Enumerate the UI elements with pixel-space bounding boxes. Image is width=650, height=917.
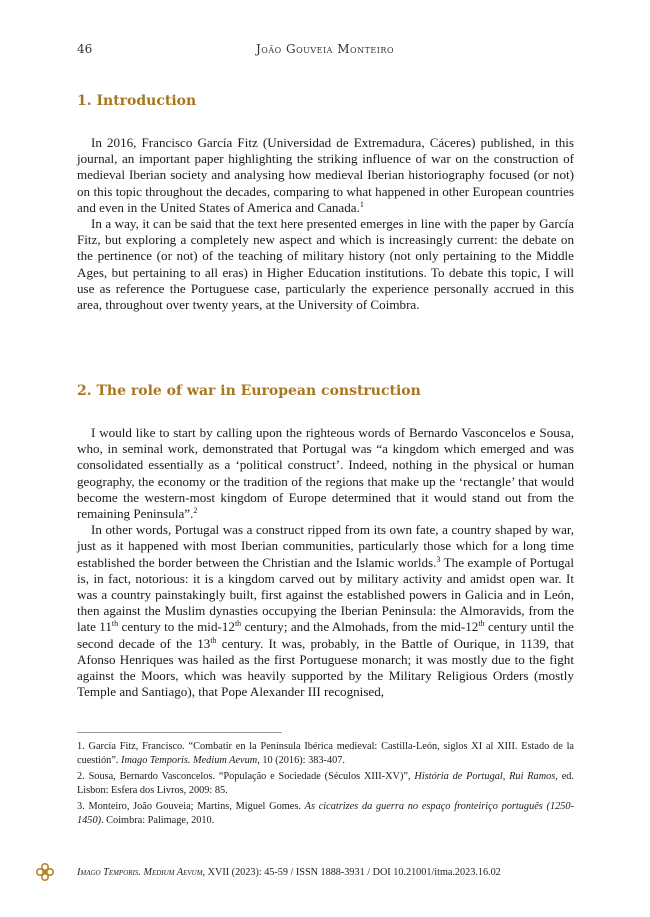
journal-name: Imago Temporis. Medium Aevum — [77, 867, 203, 878]
footnote-marker[interactable]: 2 — [193, 506, 198, 516]
footnote — [77, 740, 574, 767]
footnote-text: Sousa, Bernardo Vasconcelos. “População e Sociedade (Séculos XIII-XV)”, — [88, 771, 411, 783]
footnote-number: 2. — [77, 771, 85, 783]
footnote-text: García Fitz, Francisco. “Combatir en la Península Ibérica medieval: Castilla-León, siglos XI al XIII. Estado de la cuestión”. — [77, 741, 575, 766]
footnote-text: , 10 (2016): 383-407. — [257, 754, 345, 766]
footnote — [77, 800, 574, 827]
ordinal-suffix: th — [478, 619, 485, 629]
paragraph-text: century until the second decade of the 13 — [77, 619, 574, 651]
journal-footer — [77, 867, 501, 878]
footnote-marker[interactable]: 3 — [436, 554, 441, 564]
footnote-text: Monteiro, João Gouveia; Martins, Miguel Gomes. — [88, 801, 301, 813]
section-role-of-war-body — [77, 425, 574, 700]
paragraph — [77, 135, 574, 216]
footnote-title: As cicatrizes da guerra no espaço fronteiriço português (1250-1450) — [77, 801, 575, 826]
paragraph — [77, 522, 574, 700]
section-heading-role-of-war: 2. The role of war in European construction — [77, 383, 421, 399]
ornamental-knot-icon — [35, 862, 55, 882]
footnote-text: . Coimbra: Palimage, 2010. — [101, 814, 215, 826]
paragraph-text: century; and the Almohads, from the mid-12 — [241, 619, 479, 635]
footnote-text: , ed. Lisbon: Esfera dos Livros, 2009: 85. — [77, 771, 574, 796]
footnote — [77, 770, 574, 797]
paragraph-text: century to the mid-12 — [118, 619, 235, 635]
footnote-separator — [77, 732, 282, 733]
paragraph-text: I would like to start by calling upon the righteous words of Bernardo Vasconcelos e Sousa, who, in seminal work, demonstrated that Portugal was “a kingdom which emerged and was consolidated essentially as a ‘political construct’. Indeed, nothing in the physical or human geography, the economy or the tradition of the regions that make up the ‘rectangle’ that would become the western-most kingdom of Europe determined that it would stand out from the remaining Peninsula”. — [77, 425, 574, 522]
paragraph-text: In a way, it can be said that the text here presented emerges in line with the paper by García Fitz, but exploring a completely new aspect and which is increasingly current: the debate on the pertinence (or not) of the teaching of military history (not only pertaining to the Middle Ages, but pertaining to all eras) in Higher Education institutions. To debate this topic, I will use as reference the Portuguese case, particularly the experience personally accrued in this area, throughout over twenty years, at the University of Coimbra. — [77, 216, 574, 313]
footnote-number: 3. — [77, 801, 85, 813]
paragraph-text: The example of Portugal is, in fact, notorious: it is a kingdom carved out by military activity and amidst open war. It was a country painstakingly built, first against the established powers in Galicia and in León, then against the Muslim dynasties occupying the Iberian Peninsula: the Almoravids, from the late 11 — [77, 554, 575, 635]
section-heading-introduction: 1. Introduction — [77, 93, 197, 109]
paragraph-text: century. It was, probably, in the Battle of Ourique, in 1139, that Afonso Henriques was hailed as the first Portuguese monarch; it was mostly due to the fight against the Moors, which was heavily supported by the Military Religious Orders (mostly Temple and Santiago), that Pope Alexander III recognised, — [77, 635, 574, 700]
ordinal-suffix: th — [234, 619, 242, 629]
footnotes — [77, 740, 574, 831]
paragraph-text: In other words, Portugal was a construct ripped from its own fate, a country shaped by war, just as it happened with most Iberian communities, particularly those which for a long time established the border between the Christian and the Islamic worlds. — [77, 522, 574, 570]
paragraph — [77, 425, 574, 522]
section-introduction-body — [77, 135, 574, 313]
journal-details: , XVII (2023): 45-59 / ISSN 1888-3931 / DOI 10.21001/itma.2023.16.02 — [202, 867, 501, 878]
paragraph — [77, 216, 574, 313]
ordinal-suffix: th — [111, 619, 119, 629]
footnote-title: História de Portugal, Rui Ramos — [414, 771, 556, 783]
footnote-number: 1. — [77, 741, 85, 752]
footnote-title: Imago Temporis. Medium Aevum — [121, 754, 258, 766]
ordinal-suffix: th — [210, 635, 217, 645]
paragraph-text: In 2016, Francisco García Fitz (Universidad de Extremadura, Cáceres) published, in this journal, an important paper highlighting the striking influence of war on the construction of medieval Iberian society and analysing how medieval Iberian historiography focused (or not) on this topic throughout the decades, comparing to what happened in other European countries and even in the United States of America and Canada. — [77, 135, 574, 215]
page-number: 46 — [77, 42, 93, 56]
footnote-marker[interactable]: 1 — [359, 199, 364, 209]
running-head: João Gouveia Monteiro — [255, 42, 395, 56]
